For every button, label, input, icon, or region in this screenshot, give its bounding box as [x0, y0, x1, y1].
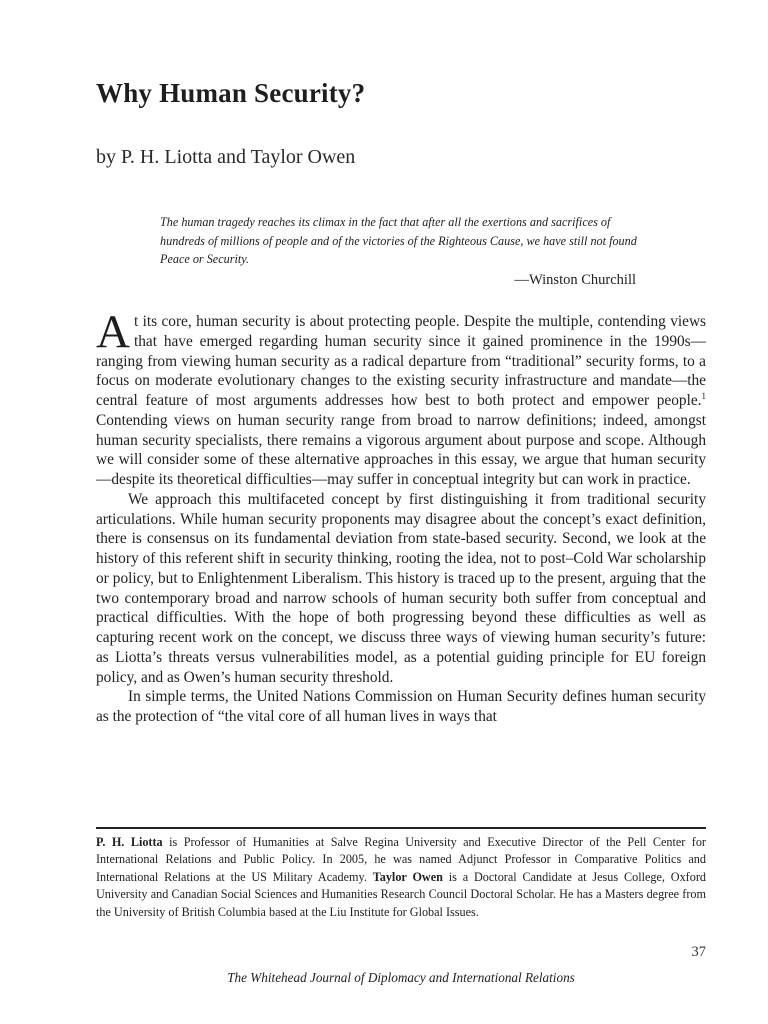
epigraph-quote: The human tragedy reaches its climax in the fact that after all the exertions and sacrifices of hundreds of millions of people and of the victories of the Righteous Cause, we have still not found Peace or Security.: [160, 215, 637, 266]
article-title: Why Human Security?: [96, 78, 366, 108]
body-paragraph-1-text-b: Contending views on human security range from broad to narrow definitions; indeed, amongst human security specialists, there remains a vigorous argument about purpose and scope. Although we will consider some of these alternative approaches in this essay, we argue that human security—despite its theoretical difficulties—may suffer in conceptual integrity but can work in practice.: [96, 411, 706, 488]
body-paragraph-1: [96, 306, 706, 490]
body-paragraph-2: We approach this multifaceted concept by first distinguishing it from traditional security articulations. While human security proponents may disagree about the concept’s exact definition, there is consensus on its fundamental deviation from state-based security. Second, we look at the history of this referent shift in security thinking, rooting the idea, not to post–Cold War scholarship or policy, but to Enlightenment Liberalism. This history is traced up to the present, arguing that the two contemporary broad and narrow schools of human security both suffer from conceptual and practical difficulties. With the hope of both progressing beyond these difficulties as well as capturing recent work on the concept, we discuss three ways of viewing human security’s future: as Liotta’s threats versus vulnerabilities model, as a potential guiding principle for EU foreign policy, and as Owen’s human security threshold.: [96, 490, 706, 686]
article-byline: by P. H. Liotta and Taylor Owen: [96, 146, 356, 168]
body-paragraph-1-text-a: t its core, human security is about protecting people. Despite the multiple, contending views that have emerged regarding human security since it gained prominence in the 1990s—ranging from viewing human security as a radical departure from “traditional” security forms, to a focus on moderate evolutionary changes to the existing security infrastructure and mandate—the central feature of most arguments addresses how best to both protect and empower people.: [96, 313, 706, 409]
author-bio-owen: is a Doctoral Candidate at Jesus College, Oxford University and Canadian Social Sciences and Humanities Research Council Doctoral Scholar. He has a Masters degree from the University of British Columbia based at the Liu Institute for Global Issues.: [96, 869, 706, 919]
author-footnote: [96, 834, 706, 921]
epigraph-attribution: —Winston Churchill: [514, 272, 636, 288]
journal-page: [96, 0, 706, 1024]
footnote-divider: [96, 827, 706, 829]
body-paragraph-3: In simple terms, the United Nations Commission on Human Security defines human security as the protection of “the vital core of all human lives in ways that: [96, 688, 706, 725]
author-name-owen: Taylor Owen: [372, 869, 443, 884]
author-name-liotta: P. H. Liotta: [96, 835, 163, 849]
journal-title: The Whitehead Journal of Diplomacy and International Relations: [227, 970, 575, 985]
author-bio-liotta: is Professor of Humanities at Salve Regina University and Executive Director of the Pell Center for International Relations and Public Policy. In 2005, he was named Adjunct Professor in Comparative Politics and International Relations at the US Military Academy.: [96, 835, 706, 884]
drop-cap: A: [96, 306, 130, 358]
article-body: [96, 306, 706, 727]
page-number: 37: [691, 944, 706, 960]
footnote-reference[interactable]: 1: [701, 390, 706, 401]
